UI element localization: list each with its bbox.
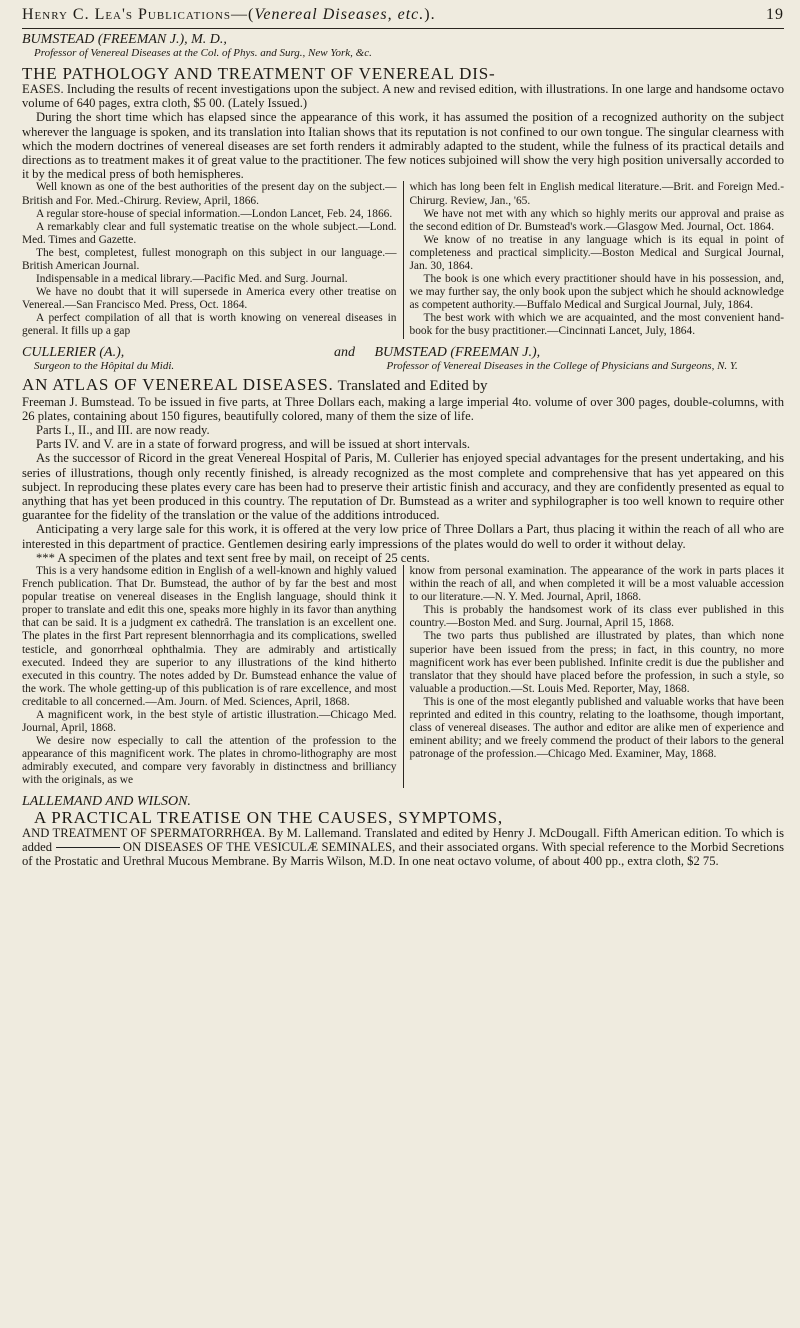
review-columns [22, 181, 784, 338]
review-quote: A remarkably clear and full systematic treatise on the whole subject.—Lond. Med. Times and Gazette. [22, 220, 397, 246]
specimen-notice: *** A specimen of the plates and text sent free by mail, on receipt of 25 cents. [36, 550, 430, 565]
review-column-right [403, 181, 785, 338]
author-affiliation: Surgeon to the Hôpital du Midi. [34, 359, 175, 372]
author-heading: BUMSTEAD (FREEMAN J.), [374, 344, 541, 360]
review-quote: A magnificent work, in the best style of artistic illustration.—Chicago Med. Journal, April, 1868. [22, 709, 397, 735]
review-quote: which has long been felt in English medical literature.—Brit. and Foreign Med.-Chirurg. Review, Jan., '65. [409, 181, 784, 207]
book-title: A PRACTICAL TREATISE ON THE CAUSES, SYMPTOMS, [34, 807, 503, 827]
body-text: As the successor of Ricord in the great Venereal Hospital of Paris, M. Cullerier has enjoyed special advantages for the present undertaking, and his series of illustrations, though only recently finished, is already recognized as the most complete and comprehensive that has yet appeared on this subject. In reproducing these plates every care has been had to preserve their artistic finish and accuracy, and they are confidently presented as equal to anything that has yet been produced in this country. The reputation of Dr. Bumstead as a writer and syphilographer is too well known to require other guarantee for the fidelity of the translation or the value of the additions introduced. [22, 451, 784, 523]
review-column-right [403, 565, 785, 788]
and-connector: and [334, 344, 355, 360]
review-quote: know from personal examination. The appearance of the work in parts places it within the reach of all, and when completed it will be a most valuable accession to our literature.—N. Y. Med. Journal, April, 1868. [409, 564, 784, 604]
listing-bumstead-pathology [22, 32, 784, 339]
review-quote: The best work with which we are acquainted, and the most convenient hand-book for the busy practitioner.—Cincinnati Lancet, July, 1864. [409, 312, 784, 338]
review-quote: A perfect compilation of all that is worth knowing on venereal diseases in general. It fills up a gap [22, 312, 397, 338]
author-heading: CULLERIER (A.), [22, 344, 125, 360]
running-head [22, 6, 784, 29]
review-quote: The book is one which every practitioner should have in his possession, and, we may further say, the only book upon the subject which he should acknowledge as competent authority.—Buffalo Medical and Surgical Journal, July, 1864. [409, 273, 784, 312]
review-quote: This is a very handsome edition in English of a well-known and highly valued French publication. That Dr. Bumstead, the author of by far the best and most popular treatise on venereal diseases in the English language, should think it proper to translate and edit this one, speaks more highly in its favor than anything that can be said. It is a judgment ex cathedrâ. The translation is an excellent one. The plates in the first Part represent blennorrhagia and its complications, swelled testicle, and gonorrhœal ophthalmia. They are admirably and artistically executed. Indeed they are superior to any illustrations of the kind hitherto executed in this country. The notes added by Dr. Bumstead enhance the value of the work. The whole getting-up of this publication is of rare excellence, and most creditable to all concerned.—Am. Journ. of Med. Sciences, April, 1868. [22, 564, 397, 708]
title-tail: Translated and Edited by [337, 377, 488, 394]
author-affiliation: Professor of Venereal Diseases in the College of Physicians and Surgeons, N. Y. [386, 359, 738, 372]
body-text: Parts IV. and V. are in a state of forward progress, and will be issued at short intervals. [36, 437, 471, 452]
book-description: AND TREATMENT OF SPERMATORRHŒA. By M. Lallemand. Translated and edited by Henry J. McDougall. Fifth American edition. To which is added ON DISEASES OF THE VESICULÆ SEMINALES, and their associated organs. With special reference to the Morbid Secretions of the Prostatic and Urethral Mucous Membrane. By Marris Wilson, M.D. In one neat octavo volume, of about 400 pp., extra cloth, $2 75. [22, 825, 784, 868]
running-head-title: Henry C. Lea's Publications—(Venereal Diseases, etc.). [22, 6, 436, 23]
review-quote: We have not met with any which so highly merits our approval and praise as the second edition of Dr. Bumstead's work.—Glasgow Med. Journal, Oct. 1864. [409, 207, 784, 233]
review-quote: We desire now especially to call the attention of the profession to the appearance of this magnificent work. The plates in chromo-lithography are most admirably executed, and compare very favorably in distinctness and brilliancy with the originals, as we [22, 735, 397, 787]
review-column-left [22, 565, 397, 788]
review-quote: We have no doubt that it will supersede in America every other treatise on Venereal.—San Francisco Med. Press, Oct. 1864. [22, 286, 397, 312]
review-quote: This is one of the most elegantly published and valuable works that have been reprinted and edited in this country, relating to the loathsome, though important, class of venereal diseases. The author and editor are alike men of experience and eminent ability; and we freely commend the product of their labors to the general patronage of the profession.—Chicago Med. Examiner, May, 1868. [409, 695, 784, 761]
book-title: THE PATHOLOGY AND TREATMENT OF VENEREAL DIS- [22, 64, 496, 83]
review-quote: A regular store-house of special information.—London Lancet, Feb. 24, 1866. [36, 207, 393, 220]
review-quote: The two parts thus published are illustrated by plates, than which none superior have been issued from the press; in fact, in this country, no more magnificent work has ever been published. Infinite credit is due the publisher and translator that they should have placed before the profession, in such a style, so valuable a production.—St. Louis Med. Reporter, May, 1868. [409, 630, 784, 695]
author-heading: BUMSTEAD (FREEMAN J.), M. D., [22, 32, 227, 47]
author-affiliation: Professor of Venereal Diseases at the Col. of Phys. and Surg., New York, &c. [34, 47, 372, 59]
catalog-page [22, 6, 784, 868]
review-column-left [22, 181, 397, 338]
book-description: Freeman J. Bumstead. To be issued in five parts, at Three Dollars each, making a large imperial 4to. volume of over 300 pages, double-columns, with 26 plates, containing about 150 figures, beautifully colored, many of them the size of life. [22, 394, 784, 423]
review-quote: Indispensable in a medical library.—Pacific Med. and Surg. Journal. [36, 273, 348, 286]
review-columns [22, 565, 784, 788]
book-intro: During the short time which has elapsed since the appearance of this work, it has assumed the position of a recognized authority on the subject wherever the language is spoken, and its translation into Italian shows that its reputation is not confined to our own tongue. The singular clearness with which the modern doctrines of venereal diseases are set forth renders it admirably adapted to the student, while the fulness of its practical details and directions as to treatment makes it of great value to the practitioner. The few notices subjoined will show the very high position universally accorded to it by the medical press of both hemispheres. [22, 110, 784, 182]
listing-lallemand-wilson [22, 794, 784, 869]
book-description: EASES. Including the results of recent investigations upon the subject. A new and revised edition, with illustrations. In one large and handsome octavo volume of 640 pages, extra cloth, $5 00. (Lately Issued.) [22, 82, 784, 111]
listing-atlas-venereal [22, 345, 784, 788]
book-title: AN ATLAS OF VENEREAL DISEASES. [22, 374, 334, 394]
body-text: Anticipating a very large sale for this work, it is offered at the very low price of Three Dollars a Part, thus placing it within the reach of all who are interested in this department of practice. Gentlemen desiring early impressions of the plates would do well to order it without delay. [22, 522, 784, 551]
blank-rule [56, 847, 120, 848]
body-text: Parts I., II., and III. are now ready. [36, 422, 210, 437]
page-number: 19 [766, 6, 784, 23]
review-quote: The best, completest, fullest monograph on this subject in our language.—British American Journal. [22, 246, 397, 272]
review-quote: Well known as one of the best authorities of the present day on the subject.—British and For. Med.-Chirurg. Review, April, 1866. [22, 181, 397, 207]
atlas-title-line [22, 376, 784, 395]
review-quote: We know of no treatise in any language which is its equal in point of completeness and practical simplicity.—Boston Medical and Surgical Journal, Jan. 30, 1864. [409, 233, 784, 272]
atlas-authors [22, 345, 784, 372]
review-quote: This is probably the handsomest work of its class ever published in this country.—Boston Med. and Surg. Journal, April 15, 1868. [409, 604, 784, 630]
author-heading: LALLEMAND AND WILSON. [22, 793, 191, 809]
